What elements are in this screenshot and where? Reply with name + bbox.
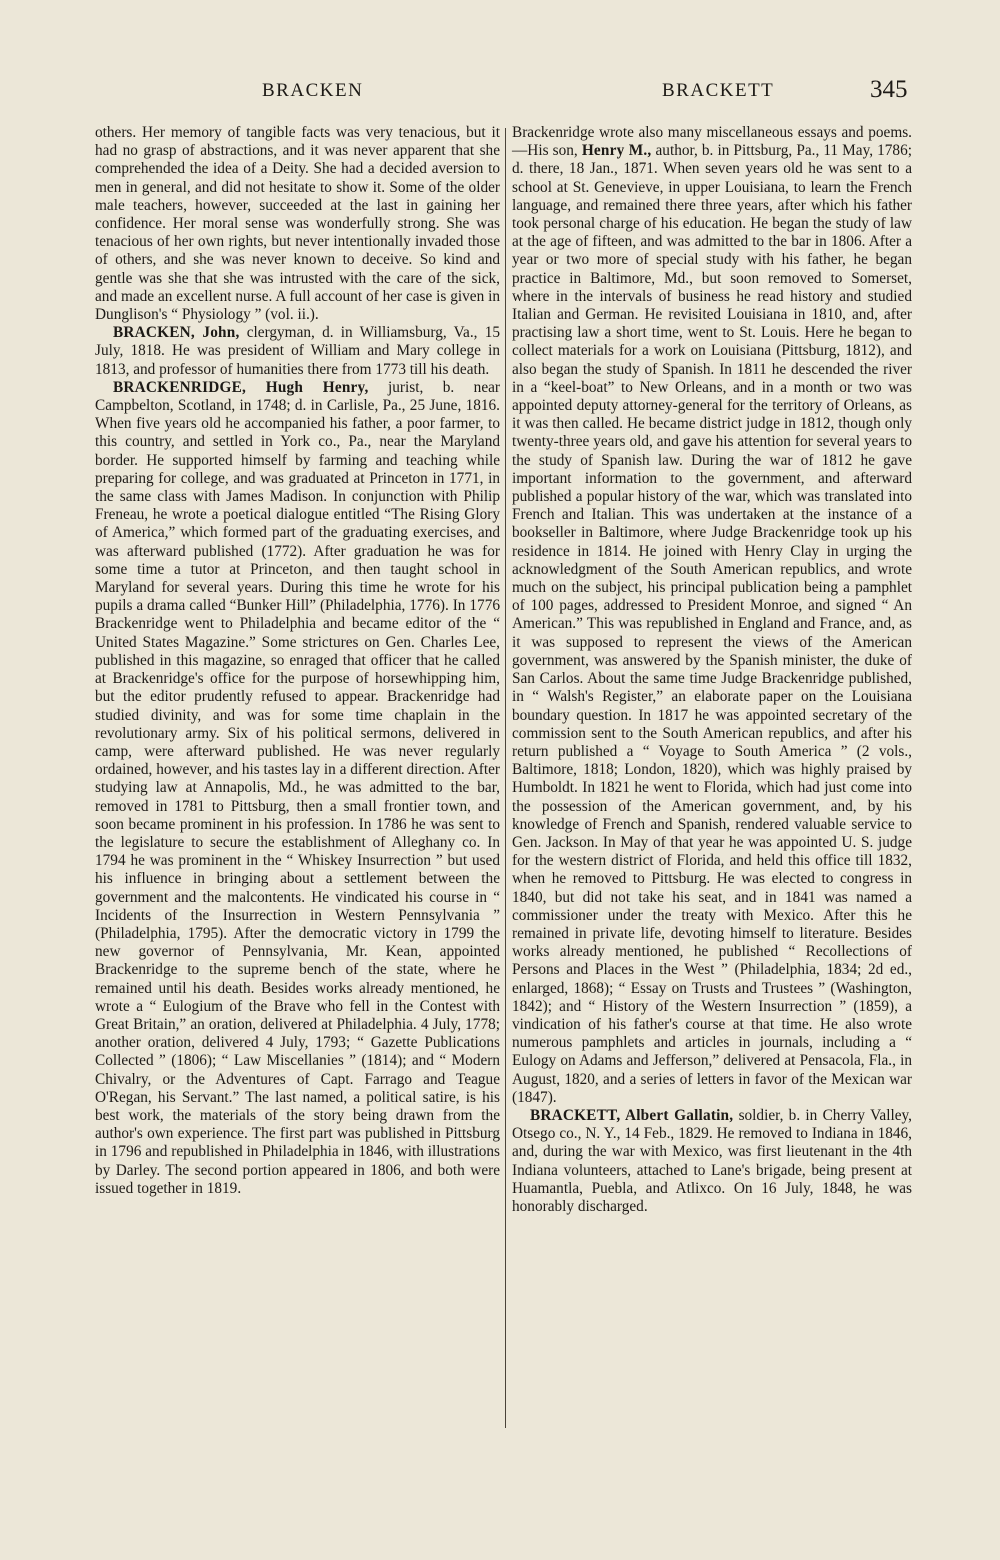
header-left-word: BRACKEN [262, 80, 364, 101]
running-header [0, 72, 1000, 112]
right-column [512, 124, 912, 1216]
entry-text: clergyman, d. in Williamsburg, Va., 15 July, 1818. He was president of William and Mary college in 1813, and professor of humanities there from 1773 till his death. [95, 324, 500, 378]
entry-brackenridge-hugh-henry [95, 379, 500, 1198]
entry-name: BRACKEN, John, [113, 324, 240, 342]
entry-name: BRACKETT, Albert Gallatin, [530, 1106, 734, 1124]
entry-text: jurist, b. near Campbelton, Scotland, in 1748; d. in Carlisle, Pa., 25 June, 1816. When five years old he accompanied his father, a poor farmer, to this country, and settled in York co., Pa., near the Maryland border. He supported himself by farming and teaching while preparing for college, and was graduated at Princeton in 1771, in the same class with James Madison. In conjunction with Philip Freneau, he wrote a poetical dialogue entitled “The Rising Glory of America,” which formed part of the graduating exercises, and was afterward published (1772). After graduation he was for some time a tutor at Princeton, and then taught school in Maryland for several years. During this time he wrote for his pupils a drama called “Bunker Hill” (Philadelphia, 1776). In 1776 Brackenridge went to Philadelphia and became editor of the “ United States Magazine.” Some strictures on Gen. Charles Lee, published in this magazine, so enraged that officer that he called at Brackenridge's office for the purpose of horsewhipping him, but the editor prudently refused to appear. Brackenridge had studied divinity, and was for some time chaplain in the revolutionary army. Six of his political sermons, delivered in camp, were afterward published. He was never regularly ordained, however, and his tastes lay in a different direction. After studying law at Annapolis, Md., he was admitted to the bar, removed in 1781 to Pittsburg, then a small frontier town, and soon became prominent in his profession. In 1786 he was sent to the legislature to secure the establishment of Alleghany co. In 1794 he was prominent in the “ Whiskey Insurrection ” but used his influence in bringing about a settlement between the government and the malcontents. He vindicated his course in “ Incidents of the Insurrection in Western Pennsylvania ” (Philadelphia, 1795). After the democratic victory in 1799 the new governor of Pennsylvania, Mr. Kean, appointed Brackenridge to the supreme bench of the state, where he remained until his death. Besides works already mentioned, he wrote a “ Eulogium of the Brave who fell in the Contest with Great Britain,” an oration, delivered at Philadelphia. 4 July, 1778; another oration, delivered 4 July, 1793; “ Gazette Publications Collected ” (1806); “ Law Miscellanies ” (1814); and “ Modern Chivalry, or the Adventures of Capt. Farrago and Teague O'Regan, his Servant.” The last named, a political satire, is his best work, the materials of the story being drawn from the author's own experience. The first part was published in Pittsburg in 1796 and republished in Philadelphia in 1846, with illustrations by Darley. The second portion appeared in 1806, and both were issued together in 1819. [95, 378, 500, 1197]
entry-text: soldier, b. in Cherry Valley, Otsego co., N. Y., 14 Feb., 1829. He removed to Indiana in 1846, and, during the war with Mexico, was first lieutenant in the 4th Indiana volunteers, attached to Lane's brigade, being present at Huamantla, Puebla, and Atlixco. On 16 July, 1848, he was honorably discharged. [512, 1106, 912, 1215]
entry-name: BRACKENRIDGE, Hugh Henry, [113, 378, 369, 396]
continuation-text-a: Brackenridge wrote also many miscellaneous essays and poems.—His son, [512, 124, 912, 160]
column-divider [505, 128, 506, 1428]
continuation-paragraph [512, 124, 912, 1107]
entry-brackett-albert-gallatin [512, 1107, 912, 1216]
header-right-word: BRACKETT [662, 80, 775, 101]
page-number: 345 [870, 76, 908, 103]
son-name: Henry M., [581, 142, 652, 160]
left-column [95, 124, 500, 1198]
continuation-text-b: author, b. in Pittsburg, Pa., 11 May, 1786; d. there, 18 Jan., 1871. When seven years old he was sent to a school at St. Genevieve, in upper Louisiana, to learn the French language, and remained there three years, after which his father took personal charge of his education. He began the study of law at the age of fifteen, and was admitted to the bar in 1806. After a year or two more of special study with his father, he began practice in Baltimore, Md., but soon removed to Somerset, where in the intervals of business he read history and studied Italian and German. He revisited Louisiana in 1810, and, after practising law a short time, went to St. Louis. Here he began to collect materials for a work on Louisiana (Pittsburg, 1812), and also began the study of Spanish. In 1811 he descended the river in a “keel-boat” to New Orleans, and in a month or two was appointed deputy attorney-general for the territory of Orleans, as it was then called. He became district judge in 1812, though only twenty-three years old, and gave his attention for several years to the study of Spanish law. During the war of 1812 he gave important information to the government, and afterward published a popular history of the war, which was translated into French and Italian. This was undertaken at the instance of a bookseller in Baltimore, where Judge Brackenridge took up his residence in 1814. He joined with Henry Clay in urging the acknowledgment of the South American republics, and wrote much on the subject, his principal publication being a pamphlet of 100 pages, addressed to President Monroe, and signed “ An American.” This was republished in England and France, and, as it was supposed to represent the views of the American government, was answered by the Spanish minister, the duke of San Carlos. About the same time Judge Brackenridge published, in “ Walsh's Register,” an elaborate paper on the Louisiana boundary question. In 1817 he was appointed secretary of the commission sent to the South American republics, and after his return published a “ Voyage to South America ” (2 vols., Baltimore, 1818; London, 1820), which was highly praised by Humboldt. In 1821 he went to Florida, which had just come into the possession of the American government, and, by his knowledge of French and Spanish, rendered valuable service to Gen. Jackson. In May of that year he was appointed U. S. judge for the western district of Florida, and held this office till 1832, when he removed to Pittsburg. He was elected to congress in 1840, but did not take his seat, and in 1841 was named a commissioner under the treaty with Mexico. After this he remained in private life, devoting himself to literature. Besides works already mentioned, he published “ Recollections of Persons and Places in the West ” (Philadelphia, 1834; 2d ed., enlarged, 1868); “ Essay on Trusts and Trustees ” (Washington, 1842); and “ History of the Western Insurrection ” (1859), a vindication of his father's course at that time. He also wrote numerous pamphlets and articles in journals, including a “ Eulogy on Adams and Jefferson,” delivered at Pensacola, Fla., in August, 1820, and a series of letters in favor of the Mexican war (1847). [512, 142, 912, 1106]
entry-bracken-john [95, 324, 500, 379]
continuation-paragraph: others. Her memory of tangible facts was very tenacious, but it had no grasp of abstractions, and it was never apparent that she comprehended the idea of a Deity. She had a decided aversion to men in general, and did not hesitate to show it. Some of the older male teachers, however, succeeded at the last in gaining her confidence. Her moral sense was wonderfully strong. She was tenacious of her own rights, but never intentionally invaded those of others, and she was never known to deceive. So kind and gentle was she that she was intrusted with the care of the sick, and made an excellent nurse. A full account of her case is given in Dunglison's “ Physiology ” (vol. ii.). [95, 124, 500, 324]
